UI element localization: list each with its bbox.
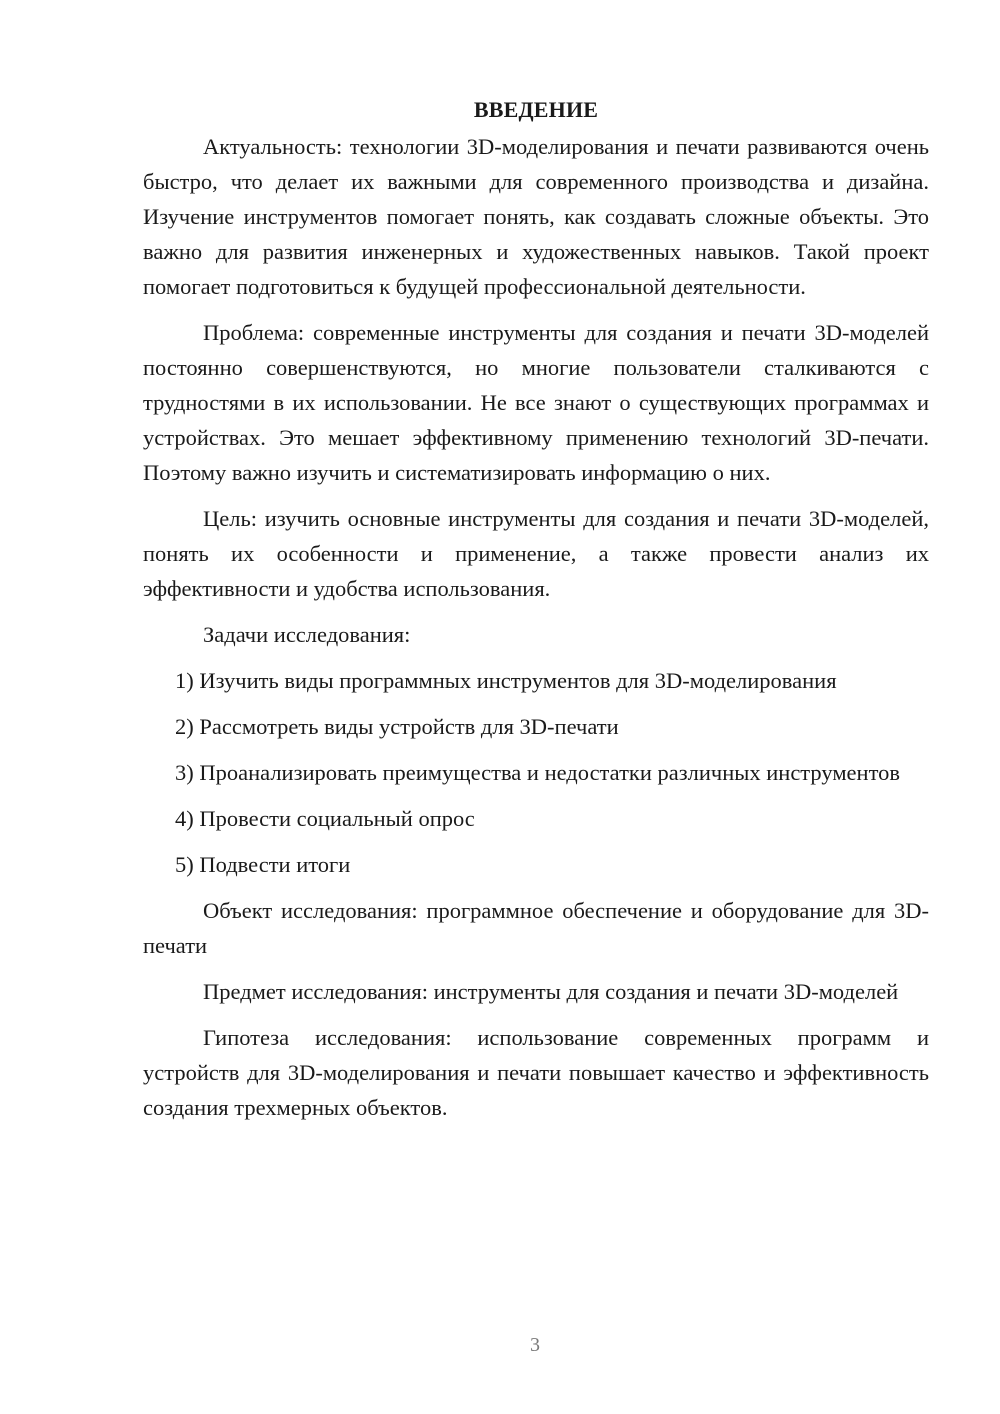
task-item-1: 1) Изучить виды программных инструментов для 3D-моделирования <box>175 668 837 693</box>
paragraph-tasks-title: Задачи исследования: <box>203 622 411 647</box>
paragraph-problem: Проблема: современные инструменты для создания и печати 3D-моделей постоянно совершенствуются, но многие пользователи сталкиваются с трудностями в их использовании. Не все знают о существующих программах и устройствах. Это мешает эффективному применению технологий 3D-печати. Поэтому важно изучить и систематизировать информацию о них. <box>143 320 929 485</box>
paragraph-relevance: Актуальность: технологии 3D-моделирования и печати развиваются очень быстро, что делает их важными для современного производства и дизайна. Изучение инструментов помогает понять, как создавать сложные объекты. Это важно для развития инженерных и художественных навыков. Такой проект помогает подготовиться к будущей профессиональной деятельности. <box>143 134 929 299</box>
task-item-4: 4) Провести социальный опрос <box>175 806 475 831</box>
task-item-3: 3) Проанализировать преимущества и недостатки различных инструментов <box>175 760 900 785</box>
paragraph-goal: Цель: изучить основные инструменты для создания и печати 3D-моделей, понять их особенности и применение, а также провести анализ их эффективности и удобства использования. <box>143 506 929 601</box>
page-number: 3 <box>530 1334 540 1356</box>
task-item-5: 5) Подвести итоги <box>175 852 351 877</box>
page-content <box>143 92 929 1136</box>
paragraph-object: Объект исследования: программное обеспечение и оборудование для 3D-печати <box>143 898 929 958</box>
section-heading: ВВЕДЕНИЕ <box>473 97 599 122</box>
paragraph-hypothesis: Гипотеза исследования: использование современных программ и устройств для 3D-моделирования и печати повышает качество и эффективность создания трехмерных объектов. <box>143 1025 929 1120</box>
paragraph-subject: Предмет исследования: инструменты для создания и печати 3D-моделей <box>203 979 899 1004</box>
task-item-2: 2) Рассмотреть виды устройств для 3D-печати <box>175 714 619 739</box>
